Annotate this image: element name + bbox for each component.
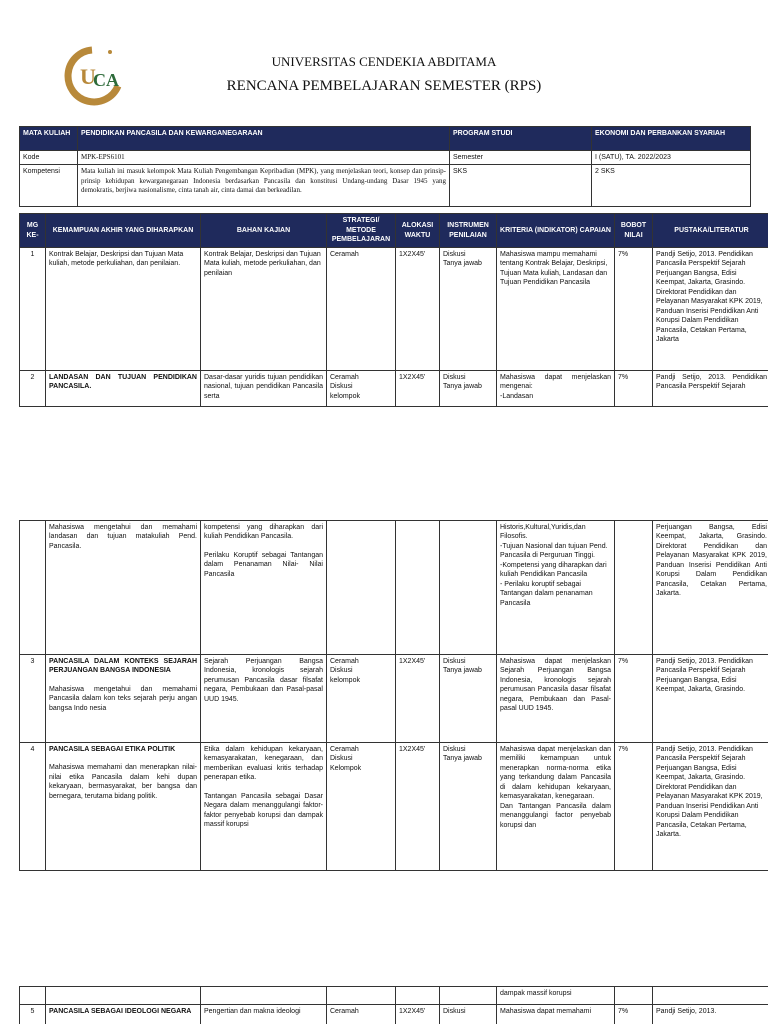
cell-instrumen: Diskusi Tanya jawab xyxy=(440,248,497,371)
bahan-text-2: Perilaku Koruptif sebagai Tantangan dalam Penanaman Nilai- Nilai Pancasila xyxy=(204,551,323,578)
cell-alokasi xyxy=(396,521,440,655)
university-name: UNIVERSITAS CENDEKIA ABDITAMA xyxy=(271,54,497,69)
cell-bahan: Sejarah Perjuangan Bangsa Indonesia, kronologis sejarah perumusan Pancasila dasar filsafat negara, Pembukaan dan Pasal-pasal UUD 1945. xyxy=(201,655,327,743)
cell-mg: 2 xyxy=(20,371,46,407)
col-bahan: BAHAN KAJIAN xyxy=(201,214,327,248)
cell-bahan xyxy=(201,987,327,1005)
table-row xyxy=(20,987,768,1005)
col-kriteria: KRITERIA (INDIKATOR) CAPAIAN xyxy=(497,214,615,248)
rps-table-page-1 xyxy=(19,213,768,407)
rps-table-page-3 xyxy=(19,986,768,1024)
cell-pustaka: Pandji Setijo, 2013. Pendidikan Pancasila Perspektif Sejarah Perjuangan Bangsa, Edisi Keempat, Jakarta, Grasindo. Direktorat Pendidikan dan Pelayanan Masyarakat KPK 2019, Panduan Inserisi Pendidikan Anti Korupsi Dalam Pendidikan Pancasila, Cetakan Pertama, Jakarta xyxy=(653,248,768,371)
cell-bobot xyxy=(615,987,653,1005)
kemampuan-desc: Mahasiswa mengetahui dan memahami Pancasila dalam kon teks sejarah perju angan bangsa Indo nesia xyxy=(49,685,197,712)
cell-instrumen: Diskusi Tanya jawab xyxy=(440,371,497,407)
cell-kriteria: Mahasiswa dapat menjelaskan Sejarah Perjuangan Bangsa Indonesia, kronologis sejarah perumusan Pancasila dasar filsafat negara, Pembukaan dan Pasal-pasal UUD 1945. xyxy=(497,655,615,743)
cell-mg: 4 xyxy=(20,743,46,871)
cell-mg: 5 xyxy=(20,1005,46,1024)
cell-mg xyxy=(20,521,46,655)
cell-kriteria: Historis,Kultural,Yuridis,dan Filosofis. -Tujuan Nasional dan tujuan Pend. Pancasila di Perguruan Tinggi. -Kompetensi yang diharapkan dari kuliah Pendidikan Pancasila - Perilaku koruptif sebagai Tantangan dalam penanaman Pancasila xyxy=(497,521,615,655)
cell-alokasi: 1X2X45' xyxy=(396,371,440,407)
cell-kemampuan: Kontrak Belajar, Deskripsi dan Tujuan Mata kuliah, metode perkuliahan, dan penilaian. xyxy=(46,248,201,371)
cell-strategi: Ceramah Diskusi kelompok xyxy=(327,371,396,407)
table-row xyxy=(20,248,768,371)
mata-kuliah-value: PENDIDIKAN PANCASILA DAN KEWARGANEGARAAN xyxy=(78,127,450,151)
sks-value: 2 SKS xyxy=(592,165,751,207)
cell-kriteria: Mahasiswa dapat memahami xyxy=(497,1005,615,1024)
col-alokasi: ALOKASI WAKTU xyxy=(396,214,440,248)
cell-kemampuan xyxy=(46,743,201,871)
cell-kemampuan xyxy=(46,987,201,1005)
cell-bobot: 7% xyxy=(615,655,653,743)
col-pustaka: PUSTAKA/LITERATUR xyxy=(653,214,768,248)
semester-label: Semester xyxy=(450,151,592,165)
cell-alokasi: 1X2X45' xyxy=(396,1005,440,1024)
table-row xyxy=(20,655,768,743)
table-row xyxy=(20,743,768,871)
cell-instrumen: Diskusi Tanya jawab xyxy=(440,655,497,743)
kode-label: Kode xyxy=(20,151,78,165)
rps-table-page-2 xyxy=(19,520,768,871)
cell-bahan xyxy=(201,521,327,655)
cell-kemampuan: Mahasiswa mengetahui dan memahami landasan dan tujuan matakuliah Pend. Pancasila. xyxy=(46,521,201,655)
program-studi-label: PROGRAM STUDI xyxy=(450,127,592,151)
cell-strategi: Ceramah Diskusi kelompok xyxy=(327,655,396,743)
svg-text:U: U xyxy=(80,64,96,89)
cell-pustaka xyxy=(653,987,768,1005)
cell-mg: 1 xyxy=(20,248,46,371)
cell-kriteria: dampak massif korupsi xyxy=(497,987,615,1005)
cell-alokasi: 1X2X45' xyxy=(396,743,440,871)
cell-bobot: 7% xyxy=(615,248,653,371)
table-row xyxy=(20,371,768,407)
mata-kuliah-label: MATA KULIAH xyxy=(20,127,78,151)
cell-pustaka: Pandji Setijo, 2013. Pendidikan Pancasila Perspektif Sejarah xyxy=(653,371,768,407)
table-row xyxy=(20,1005,768,1024)
kemampuan-title: PANCASILA SEBAGAI ETIKA POLITIK xyxy=(49,746,176,753)
table-row xyxy=(20,521,768,655)
bahan-text-1: Etika dalam kehidupan kekaryaan, kemasyarakatan, kenegaraan, dan memberikan evaluasi kritis terhadap penerapan etika. xyxy=(204,746,323,782)
kemampuan-desc: Mahasiswa memahami dan menerapkan nilai-nilai etika Pancasila dalam kehi dupan kekaryaan, bermasyarakat, ber bangsa dan bernegara, terutama bidang politik. xyxy=(49,764,197,800)
cell-strategi xyxy=(327,987,396,1005)
cell-bobot xyxy=(615,521,653,655)
cell-bobot: 7% xyxy=(615,371,653,407)
program-studi-value: EKONOMI DAN PERBANKAN SYARIAH xyxy=(592,127,751,151)
cell-instrumen: Diskusi Tanya jawab xyxy=(440,743,497,871)
sks-label: SKS xyxy=(450,165,592,207)
cell-kemampuan: PANCASILA SEBAGAI IDEOLOGI NEGARA xyxy=(46,1005,201,1024)
cell-kemampuan: LANDASAN DAN TUJUAN PENDIDIKAN PANCASILA. xyxy=(46,371,201,407)
cell-kriteria: Mahasiswa dapat menjelaskan mengenai: -Landasan xyxy=(497,371,615,407)
cell-pustaka: Pandji Setijo, 2013. xyxy=(653,1005,768,1024)
bahan-text-2: Tantangan Pancasila sebagai Dasar Negara dalam menanggulangi faktor-faktor penyebab korupsi dan dampak massif korupsi xyxy=(204,792,323,829)
col-kemampuan: KEMAMPUAN AKHIR YANG DIHARAPKAN xyxy=(46,214,201,248)
cell-strategi: Ceramah xyxy=(327,1005,396,1024)
cell-mg xyxy=(20,987,46,1005)
cell-strategi: Ceramah Diskusi Kelompok xyxy=(327,743,396,871)
cell-bahan: Pengertian dan makna ideologi xyxy=(201,1005,327,1024)
cell-bahan: Dasar-dasar yuridis tujuan pendidikan nasional, tujuan pendidikan Pancasila serta xyxy=(201,371,327,407)
cell-strategi xyxy=(327,521,396,655)
cell-pustaka: Pandji Setijo, 2013. Pendidikan Pancasila Perspektif Sejarah Perjuangan Bangsa, Edisi Keempat, Jakarta, Grasindo. Direktorat Pendidikan dan Pelayanan Masyarakat KPK 2019, Panduan Inserisi Pendidikan Anti Korupsi Dalam Pendidikan Pancasila, Cetakan Pertama, Jakarta. xyxy=(653,743,768,871)
cell-alokasi: 1X2X45' xyxy=(396,655,440,743)
cell-strategi: Ceramah xyxy=(327,248,396,371)
cell-bobot: 7% xyxy=(615,743,653,871)
col-instrumen: INSTRUMEN PENILAIAN xyxy=(440,214,497,248)
document-title: RENCANA PEMBELAJARAN SEMESTER (RPS) xyxy=(226,78,542,94)
cell-alokasi xyxy=(396,987,440,1005)
cell-kriteria: Mahasiswa dapat menjelaskan dan memiliki kemampuan untuk menerapkan norma-norma etika yang terkandung dalam Pancasila di dalam kehidupan kekaryaan, kemasyarakatan, kenegaraan. Dan Tantangan Pancasila dalam menanggulangi factor penyebab korupsi dan xyxy=(497,743,615,871)
kode-value: MPK-EPS6101 xyxy=(78,151,450,165)
cell-pustaka: Pandji Setijo, 2013. Pendidikan Pancasila Perspektif Sejarah Perjuangan Bangsa, Edisi Keempat, Jakarta, Grasindo. xyxy=(653,655,768,743)
course-info-table xyxy=(19,126,751,207)
kemampuan-title: PANCASILA DALAM KONTEKS SEJARAH PERJUANGAN BANGSA INDONESIA xyxy=(49,658,197,675)
cell-kriteria: Mahasiswa mampu memahami tentang Kontrak Belajar, Deskripsi, Tujuan Mata kuliah, Landasan dan Tujuan Pendidikan Pancasila xyxy=(497,248,615,371)
semester-value: I (SATU), TA. 2022/2023 xyxy=(592,151,751,165)
svg-text:CA: CA xyxy=(93,70,119,90)
cell-pustaka: Perjuangan Bangsa, Edisi Keempat, Jakarta, Grasindo. Direktorat Pendidikan dan Pelayanan Masyarakat KPK 2019, Panduan Inserisi Pendidikan Anti Korupsi Dalam Pendidikan Pancasila, Cetakan Pertama, Jakarta. xyxy=(653,521,768,655)
col-strategi: STRATEGI/ METODE PEMBELAJARAN xyxy=(327,214,396,248)
cell-bahan: Kontrak Belajar, Deskripsi dan Tujuan Mata kuliah, metode perkuliahan, dan penilaian xyxy=(201,248,327,371)
cell-instrumen xyxy=(440,521,497,655)
cell-bahan xyxy=(201,743,327,871)
cell-instrumen xyxy=(440,987,497,1005)
col-mg: MG KE- xyxy=(20,214,46,248)
kompetensi-label: Kompetensi xyxy=(20,165,78,207)
cell-kemampuan xyxy=(46,655,201,743)
cell-alokasi: 1X2X45' xyxy=(396,248,440,371)
cell-bobot: 7% xyxy=(615,1005,653,1024)
cell-mg: 3 xyxy=(20,655,46,743)
document-header xyxy=(0,0,768,120)
bahan-text-1: kompetensi yang diharapkan dari kuliah Pendidikan Pancasila. xyxy=(204,524,323,541)
col-bobot: BOBOT NILAI xyxy=(615,214,653,248)
cell-instrumen: Diskusi xyxy=(440,1005,497,1024)
kompetensi-value: Mata kuliah ini masuk kelompok Mata Kuliah Pengembangan Kepribadian (MPK), yang menjelaskan teori, konsep dan prinsip-prinsip kehidupan kewarganegaraan Indonesia berdasarkan Pancasila dan konstitusi Undang-undang Dasar 1945 yang demokratis, berjiwa nasionalisme, cinta tanah air, cinta damai dan berkeadilan. xyxy=(78,165,450,207)
